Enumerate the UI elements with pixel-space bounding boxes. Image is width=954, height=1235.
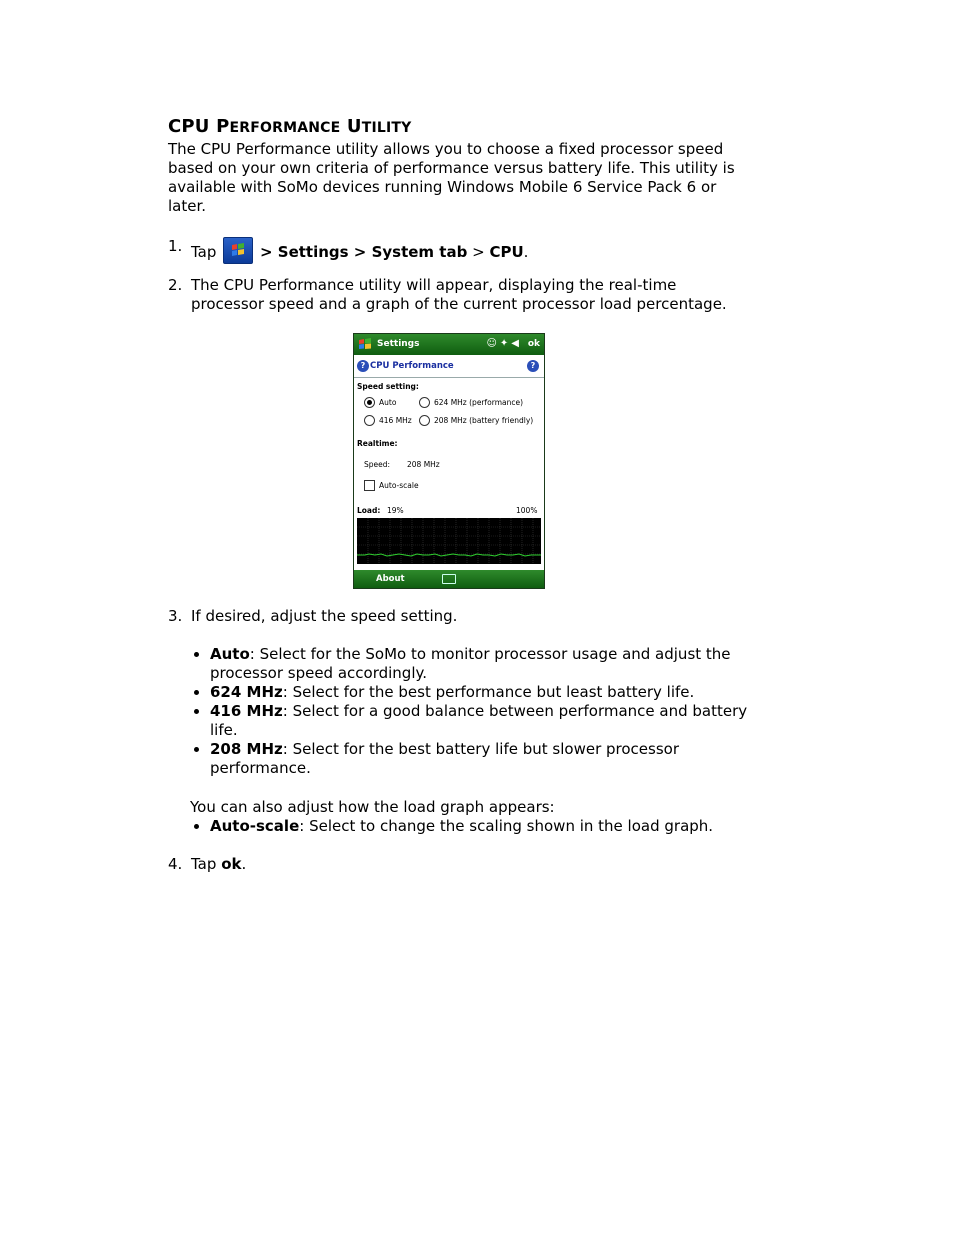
graph-options-list (190, 817, 750, 836)
list-item (210, 817, 750, 836)
list-item (210, 683, 750, 702)
radio-624-label: 624 MHz (performance) (434, 398, 524, 407)
step-number: 4. (168, 855, 183, 873)
step-number: 1. (168, 237, 183, 255)
title-part: ERFORMANCE (229, 120, 341, 136)
step-text-part: . (523, 243, 529, 261)
step-text-part: Tap (191, 243, 217, 261)
ok-button[interactable]: ok (527, 339, 540, 349)
step-text-part: . (241, 855, 247, 873)
graph-grid (357, 518, 541, 564)
realtime-label: Realtime: (357, 439, 398, 448)
radio-208-label: 208 MHz (battery friendly) (434, 416, 534, 425)
help-icon[interactable]: ? (357, 360, 369, 372)
load-graph (357, 518, 541, 564)
title-part: CPU (168, 116, 210, 137)
step-text: If desired, adjust the speed setting. (191, 607, 458, 625)
title-part: U (346, 116, 362, 137)
device-title: Settings (377, 339, 420, 349)
device-softkey-bar (354, 570, 544, 588)
step-text-part: ok (221, 855, 242, 873)
list-item (210, 740, 750, 778)
device-screenshot (353, 333, 545, 589)
title-part: P (216, 116, 230, 137)
bullet-desc: : Select for the SoMo to monitor processor usage and adjust the processor speed accordingly. (210, 645, 731, 682)
bullet-term: Auto-scale (210, 817, 300, 835)
radio-208[interactable] (419, 415, 430, 426)
status-icons[interactable]: ☺✦◀ (486, 338, 522, 349)
windows-start-icon (223, 237, 253, 264)
bullet-term: 624 MHz (210, 683, 283, 701)
bullet-desc: : Select for the best performance but least battery life. (282, 683, 695, 701)
about-softkey[interactable]: About (376, 574, 405, 584)
speed-value: 208 MHz (407, 460, 440, 469)
radio-416-label: 416 MHz (379, 416, 412, 425)
speed-label: Speed: (364, 460, 391, 469)
step-text-part: > Settings > System tab (259, 243, 468, 261)
device-header (354, 355, 544, 378)
step-number: 2. (168, 276, 183, 294)
bullet-term: 208 MHz (210, 740, 283, 758)
load-value: 19% (387, 506, 404, 515)
radio-416[interactable] (364, 415, 375, 426)
title-part: TILITY (361, 120, 412, 136)
device-header-label: CPU Performance (370, 361, 454, 371)
section-title (168, 116, 412, 137)
bullet-term: 416 MHz (210, 702, 283, 720)
step-text (191, 237, 736, 264)
autoscale-checkbox[interactable] (364, 480, 375, 491)
radio-auto-label: Auto (379, 398, 397, 407)
list-item (210, 645, 750, 683)
graph-note: You can also adjust how the load graph appears: (190, 798, 555, 816)
load-max: 100% (516, 506, 538, 515)
help-icon[interactable]: ? (527, 360, 539, 372)
windows-start-icon[interactable] (358, 337, 372, 351)
bullet-desc: : Select for the best battery life but slower processor performance. (210, 740, 679, 777)
step-text: The CPU Performance utility will appear, displaying the real-time processor speed and a graph of the current processor load percentage. (191, 276, 727, 313)
keyboard-icon[interactable] (442, 574, 456, 584)
step-number: 3. (168, 607, 183, 625)
bullet-desc: : Select to change the scaling shown in the load graph. (299, 817, 714, 835)
intro-paragraph: The CPU Performance utility allows you to choose a fixed processor speed based on your own criteria of performance versus battery life. This utility is available with SoMo devices running Windows Mobile 6 Service Pack 6 or later. (168, 140, 735, 215)
device-titlebar (354, 334, 544, 355)
list-item (210, 702, 750, 740)
bullet-term: Auto (210, 645, 250, 663)
radio-624[interactable] (419, 397, 430, 408)
step-text (191, 855, 736, 874)
bullet-desc: : Select for a good balance between performance and battery life. (210, 702, 748, 739)
autoscale-label: Auto-scale (379, 481, 419, 490)
load-graph-svg (357, 518, 541, 564)
step-text-part: Tap (191, 855, 217, 873)
load-label: Load: (357, 506, 381, 515)
radio-auto[interactable] (364, 397, 375, 408)
speed-options-list (190, 645, 750, 778)
step-text-part: CPU (489, 243, 524, 261)
step-text-part: > (472, 243, 485, 261)
speed-setting-label: Speed setting: (357, 382, 419, 391)
